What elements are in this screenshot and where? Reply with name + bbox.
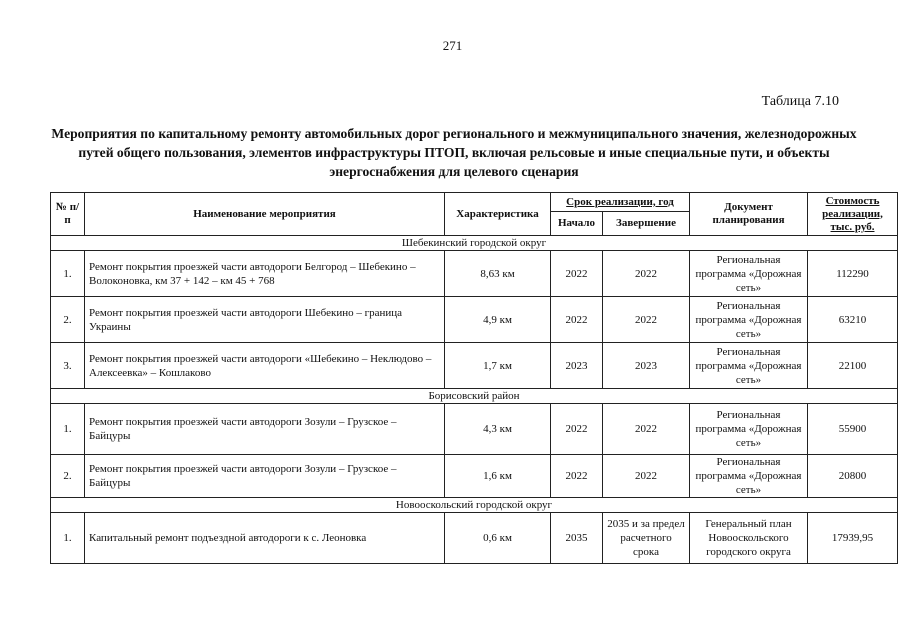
cell-document: Региональная программа «Дорожная сеть»: [690, 251, 808, 297]
cell-name: Ремонт покрытия проезжей части автодороги Зозули – Грузское – Байцуры: [85, 404, 445, 455]
cell-num: 3.: [51, 343, 85, 389]
header-end: Завершение: [603, 212, 690, 236]
page-number: 271: [442, 38, 463, 53]
cell-characteristic: 4,3 км: [445, 404, 551, 455]
cell-cost: 63210: [808, 297, 898, 343]
cell-cost: 17939,95: [808, 513, 898, 564]
cell-characteristic: 8,63 км: [445, 251, 551, 297]
cell-name: Ремонт покрытия проезжей части автодороги Белгород – Шебекино – Волоконовка, км 37 + 142 – км 45 + 768: [85, 251, 445, 297]
cell-characteristic: 4,9 км: [445, 297, 551, 343]
cell-characteristic: 1,7 км: [445, 343, 551, 389]
section-title: Шебекинский городской округ: [51, 236, 898, 251]
header-start: Начало: [551, 212, 603, 236]
header-row: [51, 193, 898, 212]
document-title: Мероприятия по капитальному ремонту автомобильных дорог регионального и межмуниципального значения, железнодорожных путей общего пользования, элементов инфраструктуры ПТОП, включая рельсовые и иные специальные пути, и объекты энергоснабжения для целевого сценария: [51, 126, 857, 179]
table-row: [51, 297, 898, 343]
table-row: [51, 455, 898, 498]
cell-end: 2022: [603, 297, 690, 343]
cell-num: 1.: [51, 251, 85, 297]
cell-start: 2035: [551, 513, 603, 564]
header-document: Документ планирования: [690, 193, 808, 236]
cell-name: Капитальный ремонт подъездной автодороги к с. Леоновка: [85, 513, 445, 564]
cell-document: Региональная программа «Дорожная сеть»: [690, 404, 808, 455]
cell-num: 1.: [51, 404, 85, 455]
cell-end: 2022: [603, 455, 690, 498]
cell-cost: 55900: [808, 404, 898, 455]
cell-num: 1.: [51, 513, 85, 564]
cell-cost: 22100: [808, 343, 898, 389]
cell-document: Региональная программа «Дорожная сеть»: [690, 297, 808, 343]
cell-start: 2022: [551, 251, 603, 297]
cell-document: Генеральный план Новооскольского городского округа: [690, 513, 808, 564]
cell-document: Региональная программа «Дорожная сеть»: [690, 455, 808, 498]
table-label: Таблица 7.10: [761, 94, 839, 109]
section-row: [51, 498, 898, 513]
cell-end: 2023: [603, 343, 690, 389]
header-period: Срок реализации, год: [551, 193, 690, 212]
table-row: [51, 404, 898, 455]
cell-num: 2.: [51, 455, 85, 498]
cell-start: 2023: [551, 343, 603, 389]
section-row: [51, 389, 898, 404]
section-row: [51, 236, 898, 251]
section-title: Борисовский район: [51, 389, 898, 404]
header-name: Наименование мероприятия: [85, 193, 445, 236]
cell-cost: 20800: [808, 455, 898, 498]
header-num: № п/п: [51, 193, 85, 236]
section-title: Новооскольский городской округ: [51, 498, 898, 513]
cell-start: 2022: [551, 297, 603, 343]
cell-end: 2022: [603, 404, 690, 455]
cell-name: Ремонт покрытия проезжей части автодороги «Шебекино – Неклюдово – Алексеевка» – Кошлаково: [85, 343, 445, 389]
cell-characteristic: 0,6 км: [445, 513, 551, 564]
table-row: [51, 513, 898, 564]
cell-end: 2022: [603, 251, 690, 297]
measures-table: [50, 192, 898, 564]
cell-characteristic: 1,6 км: [445, 455, 551, 498]
table-row: [51, 343, 898, 389]
cell-end: 2035 и за предел расчетного срока: [603, 513, 690, 564]
cell-name: Ремонт покрытия проезжей части автодороги Зозули – Грузское – Байцуры: [85, 455, 445, 498]
header-cost: Стоимость реализации, тыс. руб.: [808, 193, 898, 236]
cell-start: 2022: [551, 455, 603, 498]
cell-num: 2.: [51, 297, 85, 343]
cell-name: Ремонт покрытия проезжей части автодороги Шебекино – граница Украины: [85, 297, 445, 343]
header-characteristic: Характеристика: [445, 193, 551, 236]
cell-start: 2022: [551, 404, 603, 455]
cell-cost: 112290: [808, 251, 898, 297]
table-row: [51, 251, 898, 297]
cell-document: Региональная программа «Дорожная сеть»: [690, 343, 808, 389]
